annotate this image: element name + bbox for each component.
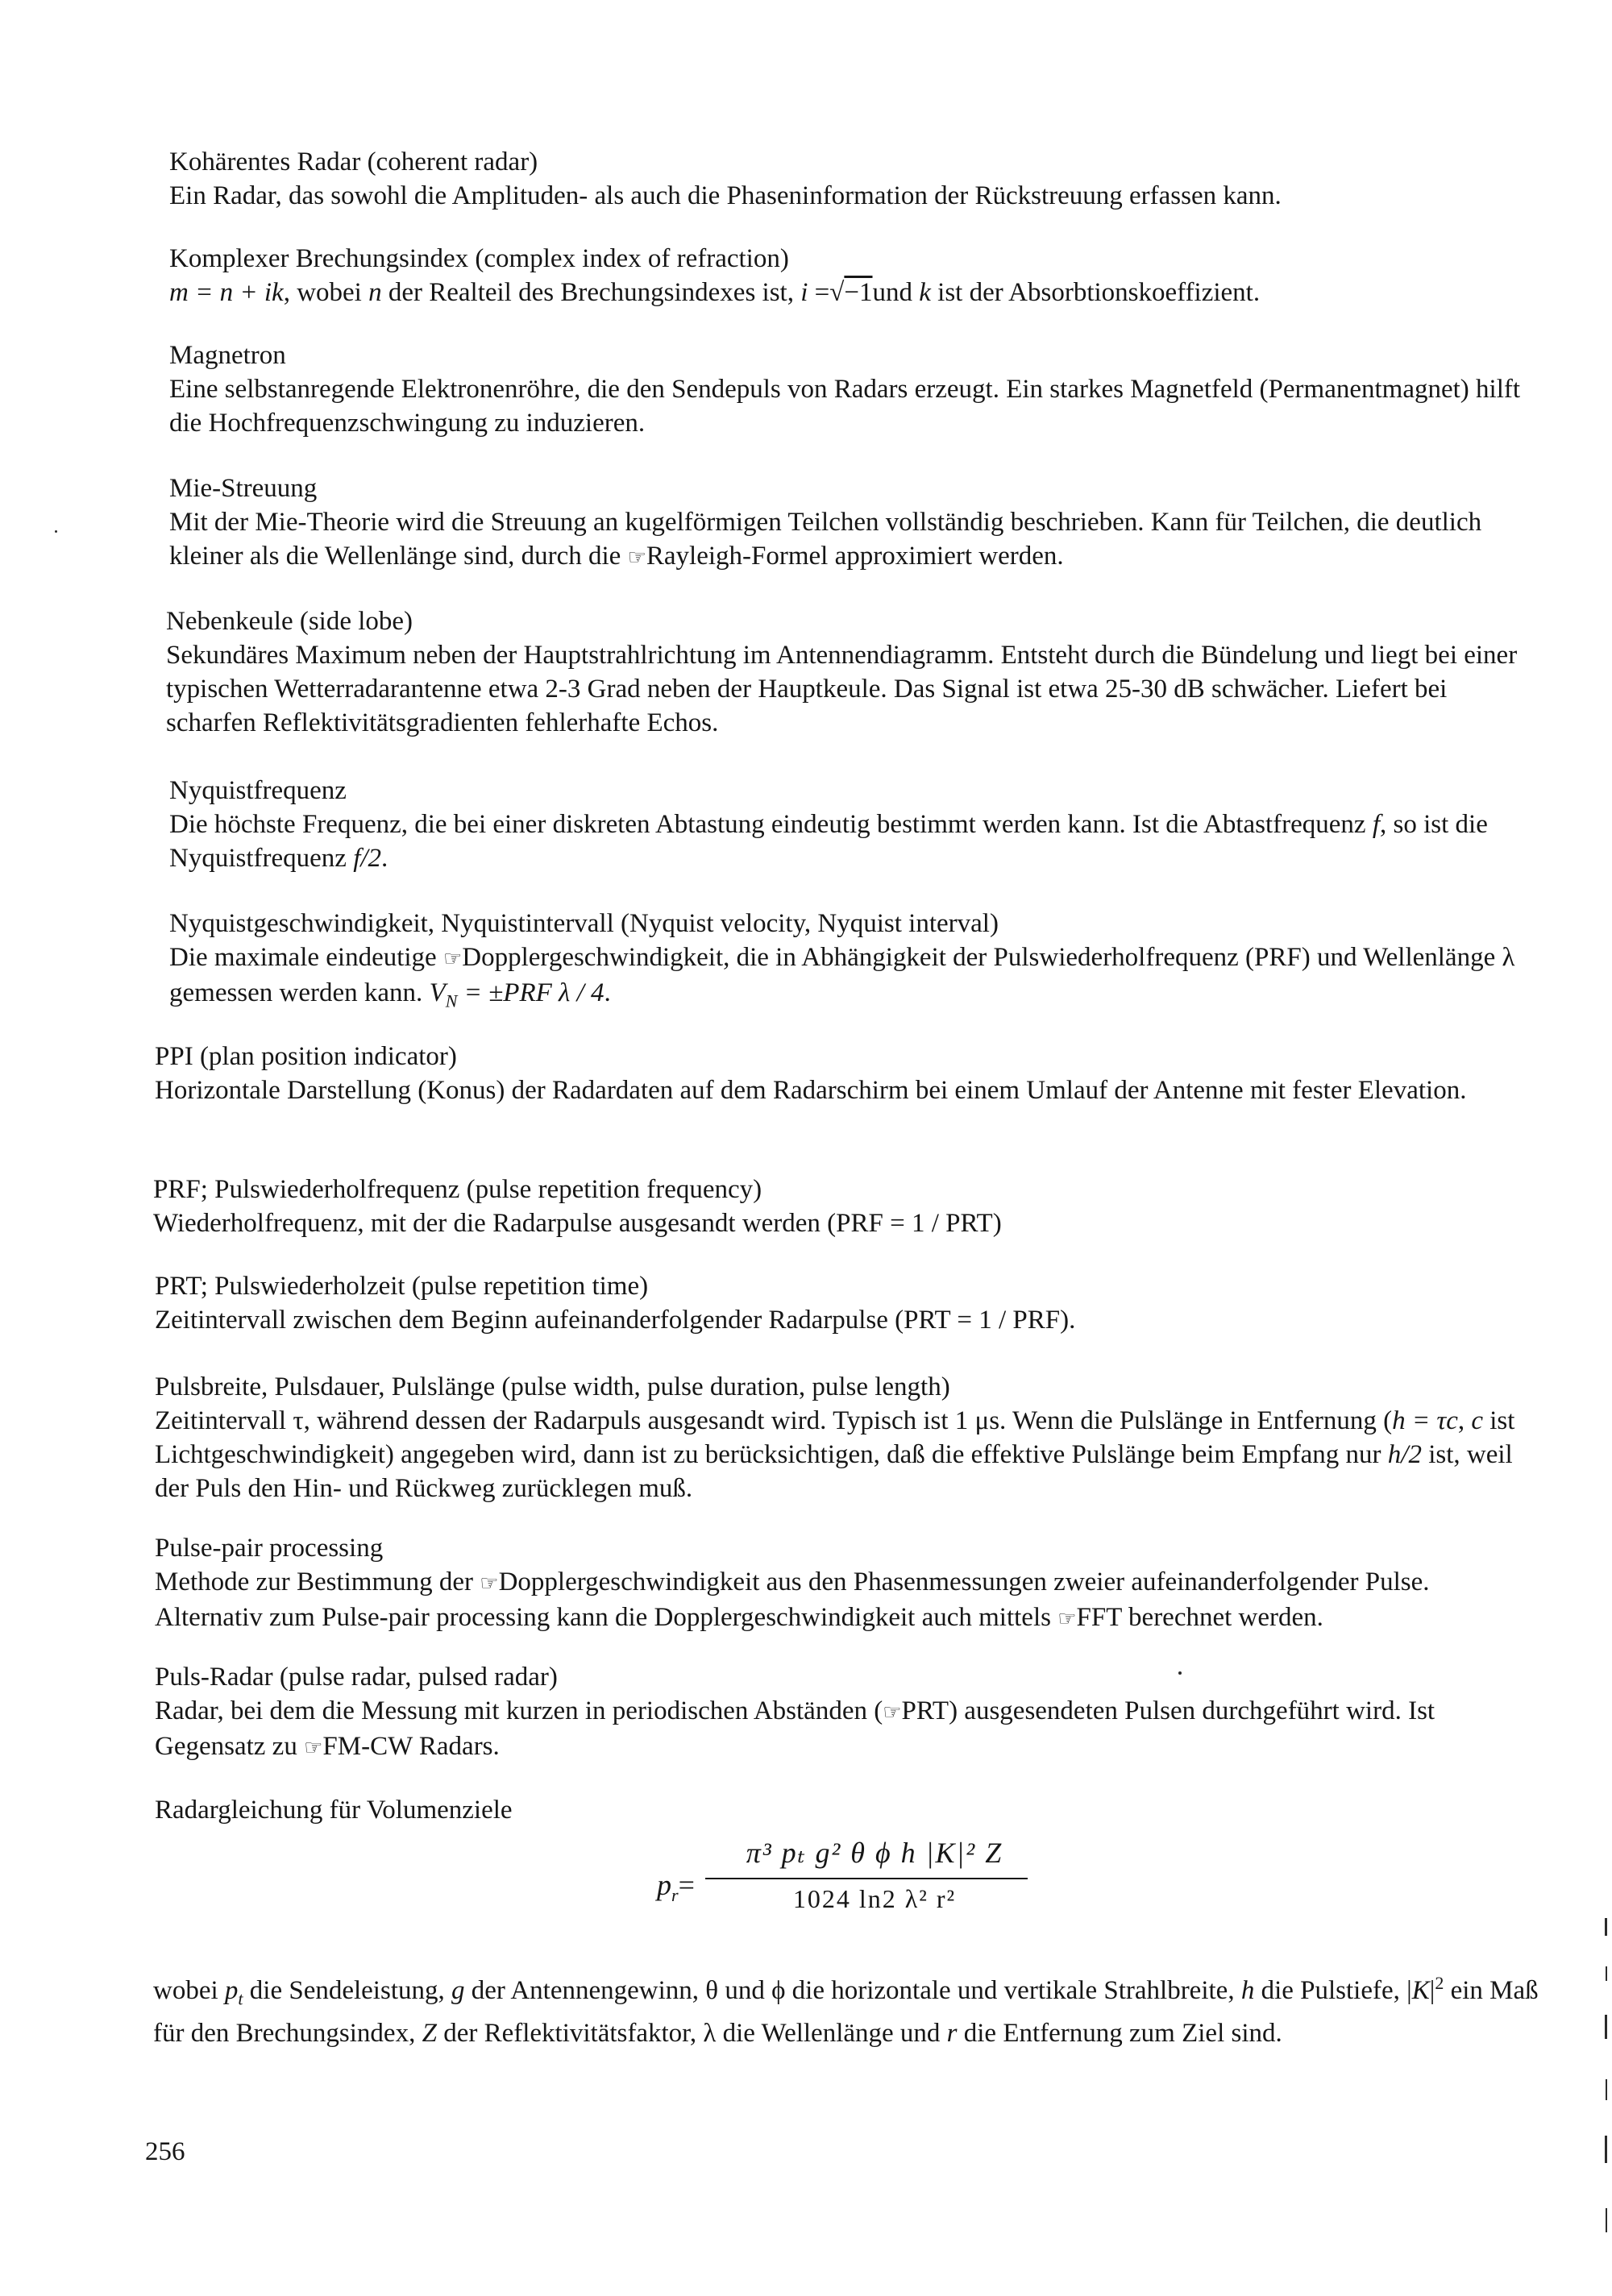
text-fragment: Rayleigh-Formel approximiert werden. xyxy=(646,542,1064,571)
glossary-entry-pulsbreite xyxy=(155,1370,1539,1505)
entry-term: PRF; Pulswiederholfrequenz (pulse repetition frequency) xyxy=(153,1175,762,1204)
variable-f: f xyxy=(1372,810,1381,839)
scan-speck xyxy=(1606,2079,1607,2100)
formula-lhs-p: p xyxy=(657,1869,671,1901)
entry-term: PRT; Pulswiederholzeit (pulse repetition time) xyxy=(155,1272,649,1301)
scan-speck xyxy=(1605,1918,1607,1936)
explanation-text xyxy=(153,1966,1539,2050)
entry-definition: Horizontale Darstellung (Konus) der Radardaten auf dem Radarschirm bei einem Umlauf der Antenne mit fester Elevation. xyxy=(155,1076,1467,1105)
pointing-hand-icon: ☞ xyxy=(304,1736,323,1759)
variable-h-half: h/2 xyxy=(1387,1440,1422,1469)
pointing-hand-icon: ☞ xyxy=(627,546,646,569)
glossary-entry-koharentes-radar xyxy=(169,145,1539,213)
superscript-2: 2 xyxy=(1435,1973,1444,1993)
pointing-hand-icon: ☞ xyxy=(480,1571,499,1595)
text-fragment: | xyxy=(1429,1976,1435,2005)
text-fragment: FM-CW Radars. xyxy=(322,1732,500,1761)
scan-speck xyxy=(1178,1671,1182,1675)
glossary-entry-nyquistfrequenz xyxy=(169,774,1539,875)
entry-definition xyxy=(169,940,1539,1019)
page-number: 256 xyxy=(145,2137,185,2166)
subscript-t: t xyxy=(238,1988,243,2009)
glossary-entry-nyquistgeschwindigkeit xyxy=(169,907,1539,1019)
glossary-entry-prt xyxy=(155,1269,1539,1337)
scan-speck xyxy=(1605,2015,1607,2039)
text-fragment: der Reflektivitätsfaktor, λ die Wellenlänge und xyxy=(436,2018,947,2048)
entry-term: Puls-Radar (pulse radar, pulsed radar) xyxy=(155,1663,558,1692)
text-fragment: die Pulstiefe, | xyxy=(1254,1976,1412,2005)
text-fragment: Zeitintervall τ, während dessen der Radarpuls ausgesandt wird. Typisch ist 1 μs. Wenn die Pulslänge in Entfernung ( xyxy=(155,1406,1393,1435)
formula-lhs-subscript: r xyxy=(671,1885,679,1906)
text-fragment: PRT) ausgesendeten Pulsen durchgeführt wird. Ist Gegensatz zu xyxy=(155,1696,1435,1761)
variable-r: r xyxy=(946,2018,958,2048)
entry-definition: Zeitintervall zwischen dem Beginn aufeinanderfolgender Radarpulse (PRT = 1 / PRF). xyxy=(155,1306,1076,1335)
sqrt-sign: =√ xyxy=(808,278,845,307)
text-fragment: der Realteil des Brechungsindexes ist, xyxy=(381,278,801,307)
text-fragment: Dopplergeschwindigkeit aus den Phasenmessungen zweier aufeinanderfolgender Pulse. Alternativ zum Pulse-pair processing kann die Dopplergeschwindigkeit auch mittels xyxy=(155,1567,1430,1632)
entry-term: Mie-Streuung xyxy=(169,474,318,503)
glossary-entry-pulse-pair-processing xyxy=(155,1531,1539,1636)
formula-inline: = ±PRF λ / 4 xyxy=(457,978,604,1007)
entry-definition xyxy=(155,1565,1539,1636)
formula-numerator: π³ pₜ g² θ ϕ h |K|² Z xyxy=(746,1837,1003,1869)
text-fragment: Radar, bei dem die Messung mit kurzen in periodischen Abständen ( xyxy=(155,1696,883,1725)
variable-h: h xyxy=(1240,1976,1255,2005)
variable-k: K xyxy=(1411,1976,1430,2005)
text-fragment: . xyxy=(381,844,388,873)
scan-speck xyxy=(1606,2208,1607,2232)
entry-definition: Eine selbstanregende Elektronenröhre, die den Sendepuls von Radars erzeugt. Ein starkes Magnetfeld (Permanentmagnet) hilft die Hochfrequenzschwingung zu induzieren. xyxy=(169,375,1521,438)
text-fragment: wobei xyxy=(153,1976,225,2005)
variable-z: Z xyxy=(422,2018,437,2048)
text-fragment: und xyxy=(872,278,920,307)
radar-equation xyxy=(657,1836,1044,1924)
entry-definition: Wiederholfrequenz, mit der die Radarpulse ausgesandt werden (PRF = 1 / PRT) xyxy=(153,1209,1002,1238)
subscript-n: N xyxy=(445,990,458,1011)
scan-speck xyxy=(1606,1966,1607,1981)
formula-lhs xyxy=(657,1868,695,1906)
entry-term: Pulse-pair processing xyxy=(155,1534,384,1563)
variable-v: V xyxy=(429,978,446,1007)
fraction-bar xyxy=(705,1878,1028,1879)
glossary-entry-mie-streuung xyxy=(169,471,1539,575)
sqrt-radicand: −1 xyxy=(844,278,873,307)
text-fragment: , wobei xyxy=(283,278,369,307)
entry-definition xyxy=(155,1404,1539,1505)
entry-term: Nebenkeule (side lobe) xyxy=(166,607,413,636)
variable-g: g xyxy=(451,1976,465,2005)
entry-definition: Ein Radar, das sowohl die Amplituden- als auch die Phaseninformation der Rückstreuung erfassen kann. xyxy=(169,181,1282,210)
pointing-hand-icon: ☞ xyxy=(883,1700,902,1724)
text-fragment: ist der Absorbtionskoeffizient. xyxy=(930,278,1261,307)
text-fragment: , so ist die Nyquistfrequenz xyxy=(169,810,1488,873)
glossary-entry-magnetron xyxy=(169,338,1539,440)
text-fragment: Die höchste Frequenz, die bei einer diskreten Abtastung eindeutig bestimmt werden kann. Ist die Abtastfrequenz xyxy=(169,810,1373,839)
text-fragment: Methode zur Bestimmung der xyxy=(155,1567,480,1596)
pointing-hand-icon: ☞ xyxy=(442,947,463,970)
variable-n: n xyxy=(368,278,382,307)
text-fragment: die Sendeleistung, xyxy=(243,1976,451,2005)
variable-p: p xyxy=(224,1976,239,2005)
entry-term: Nyquistfrequenz xyxy=(169,776,347,805)
scan-speck xyxy=(55,530,57,533)
text-fragment: ist Lichtgeschwindigkeit) angegeben wird, dann ist zu berücksichtigen, daß die effektive Pulslänge beim Empfang nur xyxy=(155,1406,1515,1469)
entry-term: Komplexer Brechungsindex (complex index of refraction) xyxy=(169,244,789,273)
entry-term: Kohärentes Radar (coherent radar) xyxy=(169,147,538,176)
formula-denominator: 1024 ln2 λ² r² xyxy=(792,1884,957,1913)
entry-definition: Sekundäres Maximum neben der Hauptstrahlrichtung im Antennendiagramm. Entsteht durch die Bündelung und liegt bei einer typischen Wetterradarantenne etwa 2-3 Grad neben der Hauptkeule. Das Signal ist etwa 25-30 dB schwächer. Liefert bei scharfen Reflektivitätsgradienten fehlerhafte Echos. xyxy=(166,641,1518,737)
glossary-entry-prf xyxy=(153,1173,1539,1240)
entry-definition xyxy=(169,505,1539,575)
text-fragment: Die maximale eindeutige xyxy=(169,943,443,972)
variable-c: c xyxy=(1471,1406,1484,1435)
text-fragment: . xyxy=(604,978,611,1007)
entry-term: Radargleichung für Volumenziele xyxy=(155,1796,513,1825)
entry-term: Nyquistgeschwindigkeit, Nyquistintervall (Nyquist velocity, Nyquist interval) xyxy=(169,909,999,938)
text-fragment: der Antennengewinn, θ und ϕ die horizontale und vertikale Strahlbreite, xyxy=(464,1976,1241,2005)
variable-k: k xyxy=(919,278,931,307)
text-fragment: ein Maß für den Brechungsindex, xyxy=(153,1976,1539,2048)
text-fragment: die Entfernung zum Ziel sind. xyxy=(957,2018,1282,2048)
glossary-entry-ppi xyxy=(155,1040,1539,1107)
entry-definition xyxy=(155,1694,1539,1765)
formula-explanation xyxy=(153,1966,1539,2050)
entry-definition xyxy=(169,808,1539,875)
glossary-entry-komplexer-brechungsindex xyxy=(169,242,1539,309)
text-fragment: Mit der Mie-Theorie wird die Streuung an kugelförmigen Teilchen vollständig beschrieben. Kann für Teilchen, die deutlich kleiner als die Wellenlänge sind, durch die xyxy=(169,508,1482,571)
glossary-entry-radargleichung xyxy=(155,1793,1539,1827)
formula-inline: m = n + ik xyxy=(169,278,284,307)
glossary-entry-puls-radar xyxy=(155,1660,1539,1765)
variable-i: i xyxy=(800,278,808,307)
variable-f-half: f/2 xyxy=(353,844,382,873)
pointing-hand-icon: ☞ xyxy=(1057,1607,1077,1630)
text-fragment: FFT berechnet werden. xyxy=(1076,1603,1323,1632)
entry-term: Pulsbreite, Pulsdauer, Pulslänge (pulse width, pulse duration, pulse length) xyxy=(155,1372,950,1401)
formula-equals: = xyxy=(678,1869,695,1901)
text-fragment: Dopplergeschwindigkeit, die in Abhängigkeit der Pulswiederholfrequenz (PRF) und Wellenlänge λ gemessen werden kann. xyxy=(169,943,1515,1007)
entry-term: Magnetron xyxy=(169,341,286,370)
scan-speck xyxy=(1605,2136,1607,2163)
entry-definition xyxy=(169,276,1539,309)
glossary-entry-nebenkeule xyxy=(166,604,1539,740)
text-fragment: ist, weil der Puls den Hin- und Rückweg zurücklegen muß. xyxy=(155,1440,1513,1503)
entry-term: PPI (plan position indicator) xyxy=(155,1042,457,1071)
formula-inline: h = τc xyxy=(1392,1406,1458,1435)
text-fragment: , xyxy=(1457,1406,1472,1435)
